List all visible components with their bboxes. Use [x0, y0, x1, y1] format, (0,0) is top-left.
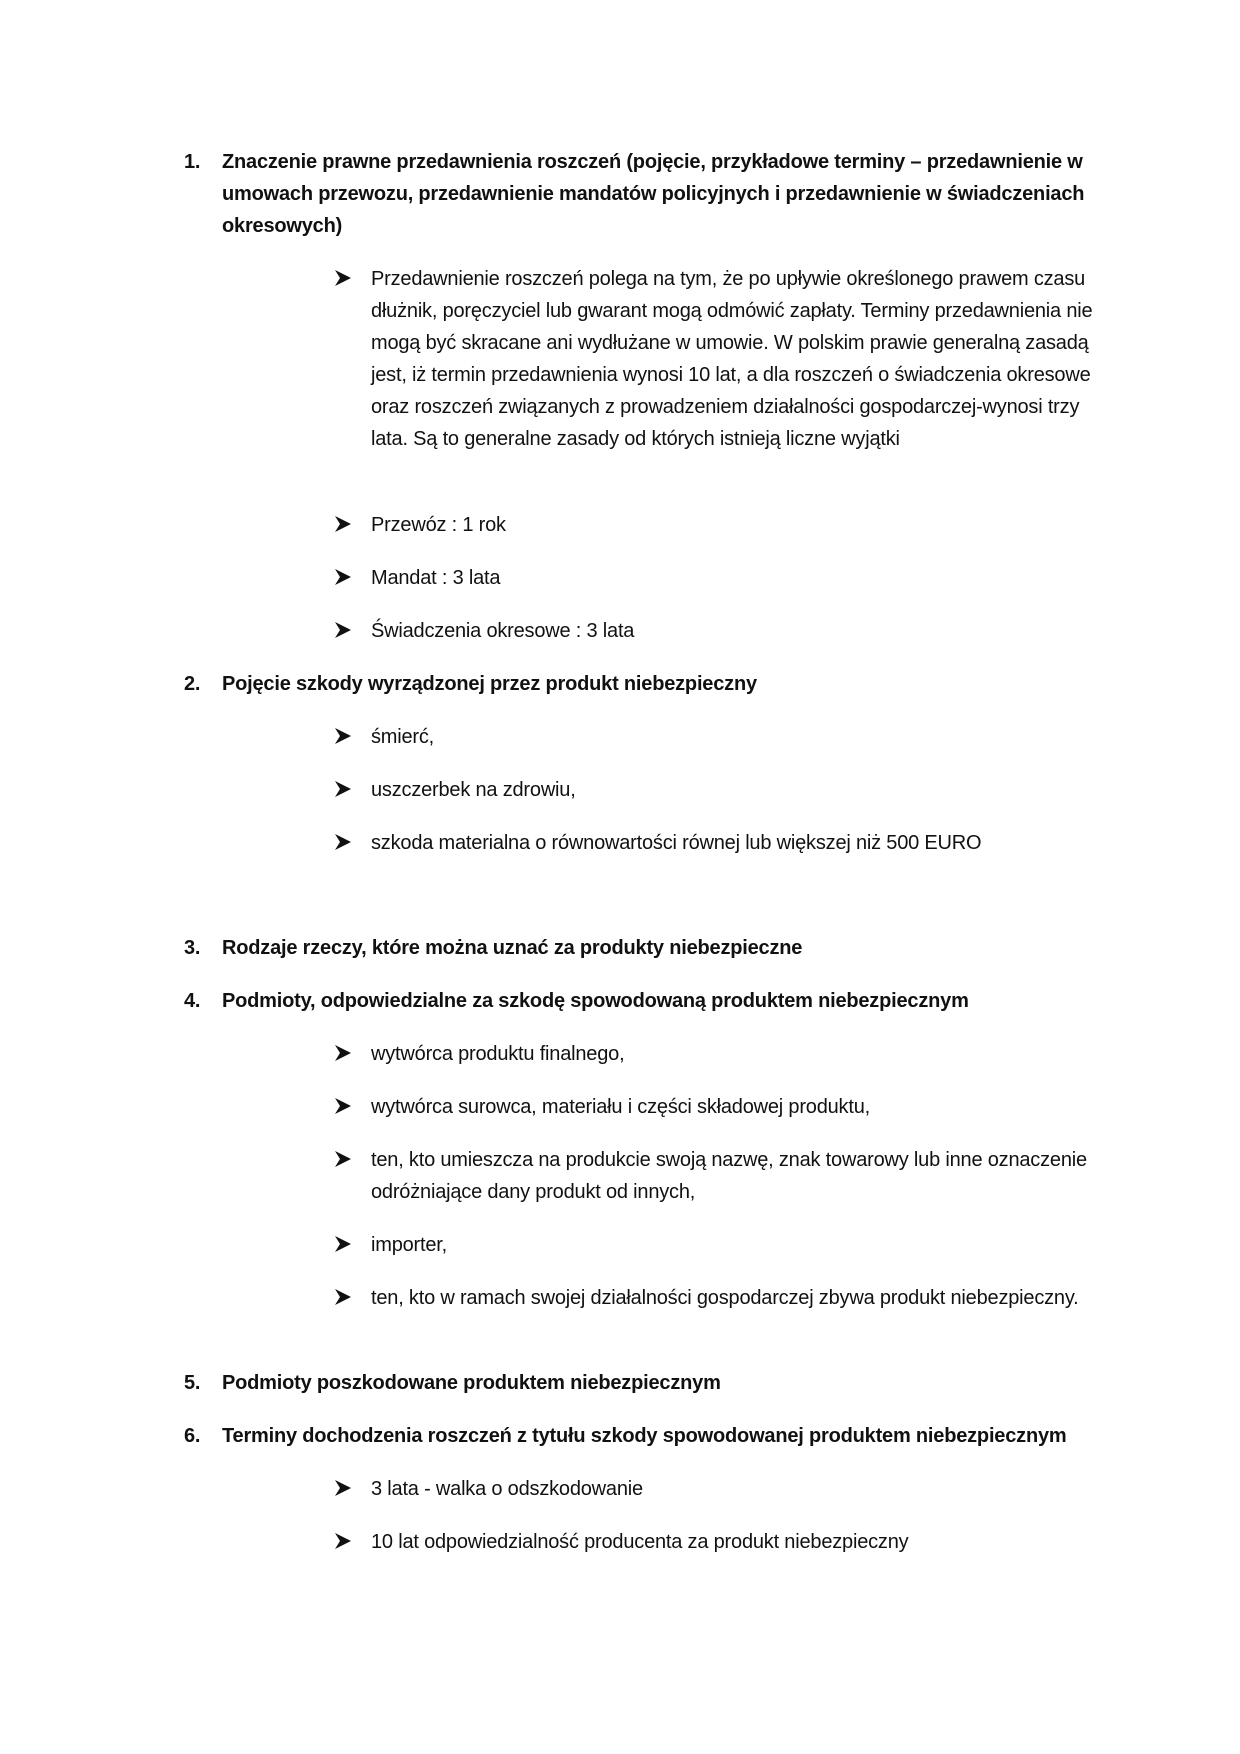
arrow-bullet-icon [334, 1044, 352, 1062]
list-item-text: Przedawnienie roszczeń polega na tym, że po upływie określonego prawem czasu dłużnik, poręczyciel lub gwarant mogą odmówić zapłaty. Terminy przedawnienia nie mogą być skracane ani wydłużane w umowie. W polskim prawie generalną zasadą jest, iż termin przedawnienia wynosi 10 lat, a dla roszczeń o świadczenia okresowe oraz roszczeń związanych z prowadzeniem działalności gospodarczej-wynosi trzy lata. Są to generalne zasady od których istnieją liczne wyjątki [371, 268, 1093, 450]
list-item [334, 827, 1094, 859]
section-title: Rodzaje rzeczy, które można uznać za produkty niebezpieczne [222, 937, 803, 959]
list-item-text: Świadczenia okresowe : 3 lata [371, 620, 635, 642]
list-item-text: wytwórca surowca, materiału i części składowej produktu, [371, 1096, 870, 1118]
section-2-heading [184, 668, 1104, 700]
list-item [334, 721, 1094, 753]
list-item [334, 615, 1094, 647]
list-item-text: 10 lat odpowiedzialność producenta za produkt niebezpieczny [371, 1531, 909, 1553]
arrow-bullet-icon [334, 1150, 352, 1168]
section-number: 1. [184, 151, 201, 173]
list-item [334, 1144, 1094, 1208]
arrow-bullet-icon [334, 780, 352, 798]
section-title: Podmioty, odpowiedzialne za szkodę spowodowaną produktem niebezpiecznym [222, 990, 969, 1012]
section-number: 5. [184, 1372, 201, 1394]
list-item [334, 1038, 1094, 1070]
list-item-text: 3 lata - walka o odszkodowanie [371, 1478, 643, 1500]
section-number: 6. [184, 1425, 201, 1447]
section-title: Terminy dochodzenia roszczeń z tytułu szkody spowodowanej produktem niebezpiecznym [222, 1425, 1067, 1447]
list-item [334, 1282, 1094, 1314]
list-item-text: ten, kto w ramach swojej działalności gospodarczej zbywa produkt niebezpieczny. [371, 1287, 1079, 1309]
section-6-heading [184, 1420, 1104, 1452]
list-item [334, 1526, 1094, 1558]
arrow-bullet-icon [334, 1288, 352, 1306]
section-3-heading [184, 932, 1104, 964]
section-number: 4. [184, 990, 201, 1012]
arrow-bullet-icon [334, 1097, 352, 1115]
list-item-text: szkoda materialna o równowartości równej lub większej niż 500 EURO [371, 832, 982, 854]
arrow-bullet-icon [334, 833, 352, 851]
list-item [334, 562, 1094, 594]
section-title: Pojęcie szkody wyrządzonej przez produkt niebezpieczny [222, 673, 757, 695]
list-item-text: uszczerbek na zdrowiu, [371, 779, 576, 801]
list-item-text: ten, kto umieszcza na produkcie swoją nazwę, znak towarowy lub inne oznaczenie odróżniające dany produkt od innych, [371, 1149, 1087, 1203]
section-1-heading [184, 146, 1104, 242]
arrow-bullet-icon [334, 568, 352, 586]
list-item [334, 263, 1094, 455]
arrow-bullet-icon [334, 621, 352, 639]
list-item-text: Przewóz : 1 rok [371, 514, 506, 536]
arrow-bullet-icon [334, 1479, 352, 1497]
arrow-bullet-icon [334, 515, 352, 533]
arrow-bullet-icon [334, 1532, 352, 1550]
list-item [334, 1091, 1094, 1123]
list-item [334, 1473, 1094, 1505]
list-item [334, 774, 1094, 806]
list-item [334, 1229, 1094, 1261]
section-number: 3. [184, 937, 201, 959]
list-item-text: importer, [371, 1234, 448, 1256]
arrow-bullet-icon [334, 269, 352, 287]
section-4-heading [184, 985, 1104, 1017]
section-number: 2. [184, 673, 201, 695]
arrow-bullet-icon [334, 1235, 352, 1253]
section-5-heading [184, 1367, 1104, 1399]
section-title: Znaczenie prawne przedawnienia roszczeń (pojęcie, przykładowe terminy – przedawnienie w umowach przewozu, przedawnienie mandatów policyjnych i przedawnienie w świadczeniach okresowych) [222, 151, 1085, 237]
arrow-bullet-icon [334, 727, 352, 745]
list-item-text: wytwórca produktu finalnego, [371, 1043, 625, 1065]
list-item-text: śmierć, [371, 726, 435, 748]
list-item-text: Mandat : 3 lata [371, 567, 501, 589]
list-item [334, 509, 1094, 541]
section-title: Podmioty poszkodowane produktem niebezpiecznym [222, 1372, 721, 1394]
